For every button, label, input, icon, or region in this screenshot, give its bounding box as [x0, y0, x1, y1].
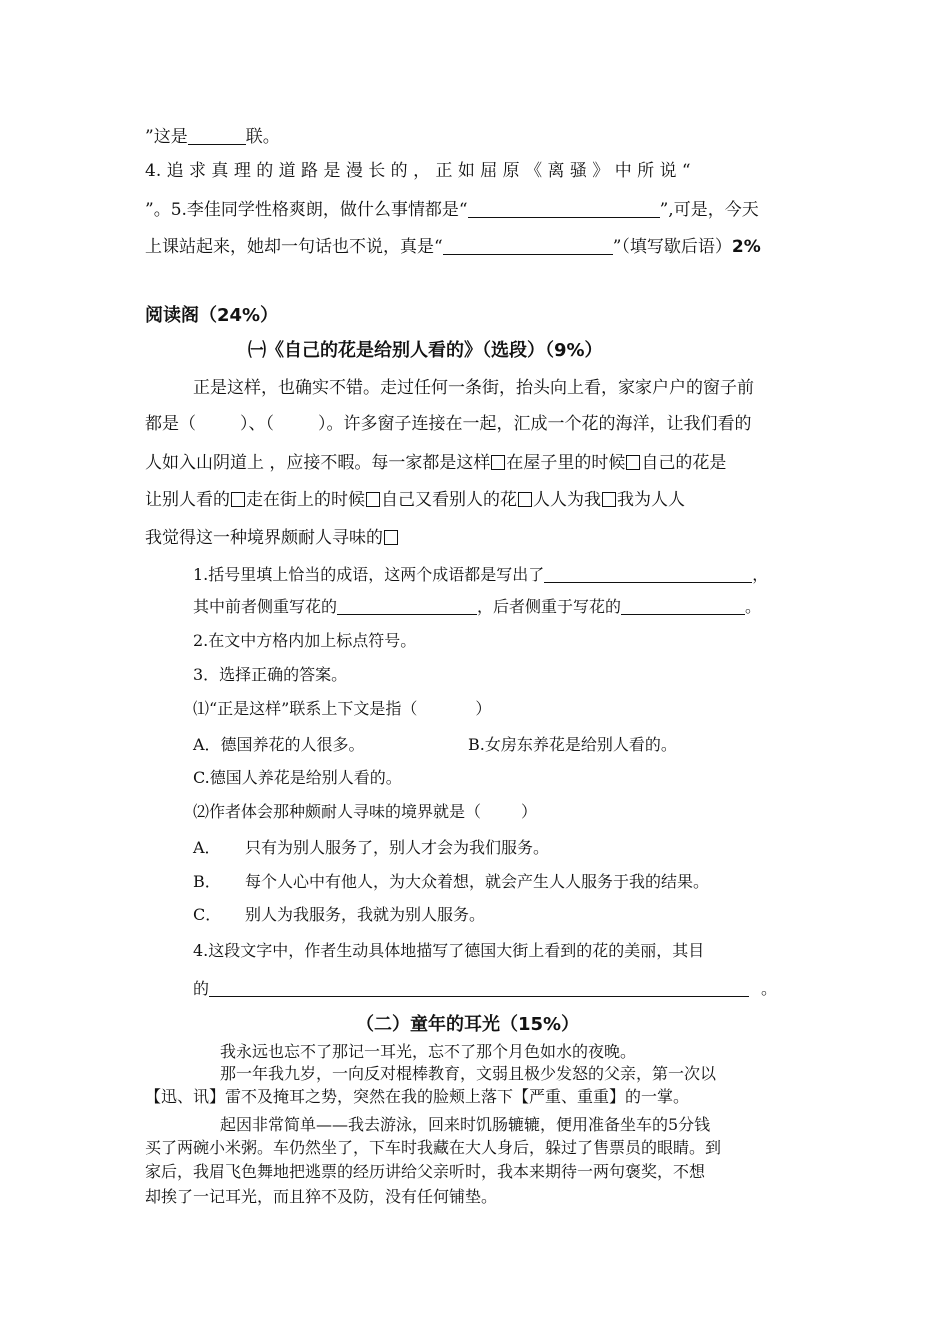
- question-text: ，: [752, 565, 769, 584]
- q5-text-b: ”,可是，今天: [659, 200, 759, 220]
- answer-blank[interactable]: [337, 598, 477, 615]
- passage1-text: 我为人人: [617, 490, 685, 510]
- punctuation-box[interactable]: [491, 455, 505, 470]
- option-letter: A．: [193, 838, 221, 857]
- punctuation-box[interactable]: [366, 492, 380, 507]
- passage1-text: ）。许多窗子连接在一起，汇成一个花的海洋，让我们看的: [318, 414, 752, 434]
- passage1-line-3: [145, 455, 726, 472]
- passage1-text: 让别人看的: [145, 490, 230, 510]
- question-text: ，后者侧重于写花的: [477, 597, 622, 616]
- question-text: ⑵作者体会那种颇耐人寻味的境界就是（: [193, 802, 482, 821]
- option-a1: A．德国养花的人很多。: [193, 735, 365, 754]
- passage1-line-1: 正是这样，也确实不错。走过任何一条街，抬头向上看，家家户户的窗子前: [193, 378, 754, 398]
- question-text: 。: [761, 979, 778, 998]
- question-text: 。: [745, 597, 762, 616]
- question-1-line-2: [193, 598, 761, 615]
- q5-line-1: [145, 201, 759, 219]
- passage1-line-4: [145, 492, 685, 509]
- passage2-para-3-line-2: 买了两碗小米粥。车仍然坐了，下车时我藏在大人身后，躲过了售票员的眼睛。到: [145, 1138, 722, 1157]
- option-c1: C.德国人养花是给别人看的。: [193, 768, 402, 787]
- option-a2: [193, 840, 549, 856]
- q5-text-d: ”（填写歇后语）: [612, 237, 732, 257]
- option-letter: B．: [193, 872, 221, 891]
- q3-tail-end: 联。: [245, 127, 280, 147]
- answer-blank[interactable]: [544, 566, 752, 583]
- passage1-text: 人人为我: [533, 490, 601, 510]
- question-text: ）: [521, 802, 538, 821]
- passage1-text: 自己又看别人的花: [381, 490, 517, 510]
- passage2-para-3-line-4: 却挨了一记耳光，而且猝不及防，没有任何铺垫。: [145, 1187, 498, 1206]
- option-text: 只有为别人服务了，别人才会为我们服务。: [245, 838, 550, 857]
- q5-score: 2%: [731, 237, 761, 257]
- question-2: 2.在文中方格内加上标点符号。: [193, 631, 417, 650]
- question-3: 3．选择正确的答案。: [193, 665, 348, 684]
- q3-tail-line: [145, 128, 280, 146]
- passage1-text: 走在街上的时候: [246, 490, 365, 510]
- passage1-text: ）、（: [240, 414, 274, 434]
- passage1-line-2: [145, 416, 752, 433]
- passage1-text: 自己的花是: [641, 453, 727, 473]
- option-text: 别人为我服务，我就为别人服务。: [245, 905, 486, 924]
- q3-tail-start: ”这是: [145, 127, 188, 147]
- q5-line-2: [145, 238, 761, 256]
- option-b2: [193, 874, 709, 890]
- question-text: 的: [193, 979, 210, 998]
- question-1-line-1: [193, 566, 768, 583]
- question-3-2: [193, 804, 537, 820]
- question-text: ）: [475, 699, 492, 718]
- answer-blank[interactable]: [209, 980, 749, 997]
- punctuation-box[interactable]: [602, 492, 616, 507]
- passage1-line-5: [145, 530, 399, 547]
- option-b1: B.女房东养花是给别人看的。: [468, 735, 677, 754]
- punctuation-box[interactable]: [384, 530, 398, 545]
- answer-blank[interactable]: [188, 128, 246, 145]
- option-text: 每个人心中有他人，为大众着想，就会产生人人服务于我的结果。: [245, 872, 710, 891]
- passage1-text: 都是（: [145, 414, 196, 434]
- question-3-1: [193, 701, 491, 717]
- punctuation-box[interactable]: [518, 492, 532, 507]
- punctuation-box[interactable]: [231, 492, 245, 507]
- passage1-text: 我觉得这一种境界颇耐人寻味的: [145, 528, 383, 548]
- passage2-para-2-line-1: 那一年我九岁，一向反对棍棒教育，文弱且极少发怒的父亲，第一次以: [220, 1064, 717, 1083]
- passage2-para-1: 我永远也忘不了那记一耳光，忘不了那个月色如水的夜晚。: [220, 1042, 637, 1061]
- q4-line: [145, 163, 691, 180]
- passage2-para-3-line-3: 家后，我眉飞色舞地把逃票的经历讲给父亲听时，我本来期待一两句褒奖，不想: [145, 1162, 706, 1181]
- question-4-line-1: 4.这段文字中，作者生动具体地描写了德国大街上看到的花的美丽，其目: [193, 941, 705, 960]
- option-c2: [193, 907, 485, 923]
- passage2-title: （二）童年的耳光（15%）: [356, 1014, 580, 1035]
- q4-text: 4. 追 求 真 理 的 道 路 是 漫 长 的 ， 正 如 屈 原 《 离 骚 》 中 所 说 “: [145, 161, 691, 181]
- section-title: 阅读阁（24%）: [145, 305, 279, 326]
- question-text: 其中前者侧重写花的: [193, 597, 338, 616]
- answer-blank[interactable]: [621, 598, 745, 615]
- q5-text-c: 上课站起来，她却一句话也不说，真是“: [145, 237, 443, 257]
- passage1-text: 在屋子里的时候: [506, 453, 626, 473]
- passage2-para-3-line-1: 起因非常简单——我去游泳，回来时饥肠辘辘，便用准备坐车的5分钱: [220, 1115, 711, 1134]
- answer-blank[interactable]: [443, 238, 613, 255]
- punctuation-box[interactable]: [626, 455, 640, 470]
- passage2-para-2-line-2: 【迅、讯】雷不及掩耳之势，突然在我的脸颊上落下【严重、重重】的一掌。: [145, 1087, 690, 1106]
- q5-text-a: ”。5.李佳同学性格爽朗，做什么事情都是“: [145, 200, 468, 220]
- question-text: ⑴“正是这样”联系上下文是指（: [193, 699, 418, 718]
- question-4-line-2: [193, 980, 777, 997]
- question-text: 1.括号里填上恰当的成语，这两个成语都是写出了: [193, 565, 545, 584]
- option-letter: C．: [193, 905, 222, 924]
- passage1-text: 人如入山阴道上 ，应接不暇。每一家都是这样: [145, 453, 491, 473]
- passage1-title: ㈠《自己的花是给别人看的》（选段）（9%）: [248, 340, 603, 361]
- answer-blank[interactable]: [468, 201, 660, 218]
